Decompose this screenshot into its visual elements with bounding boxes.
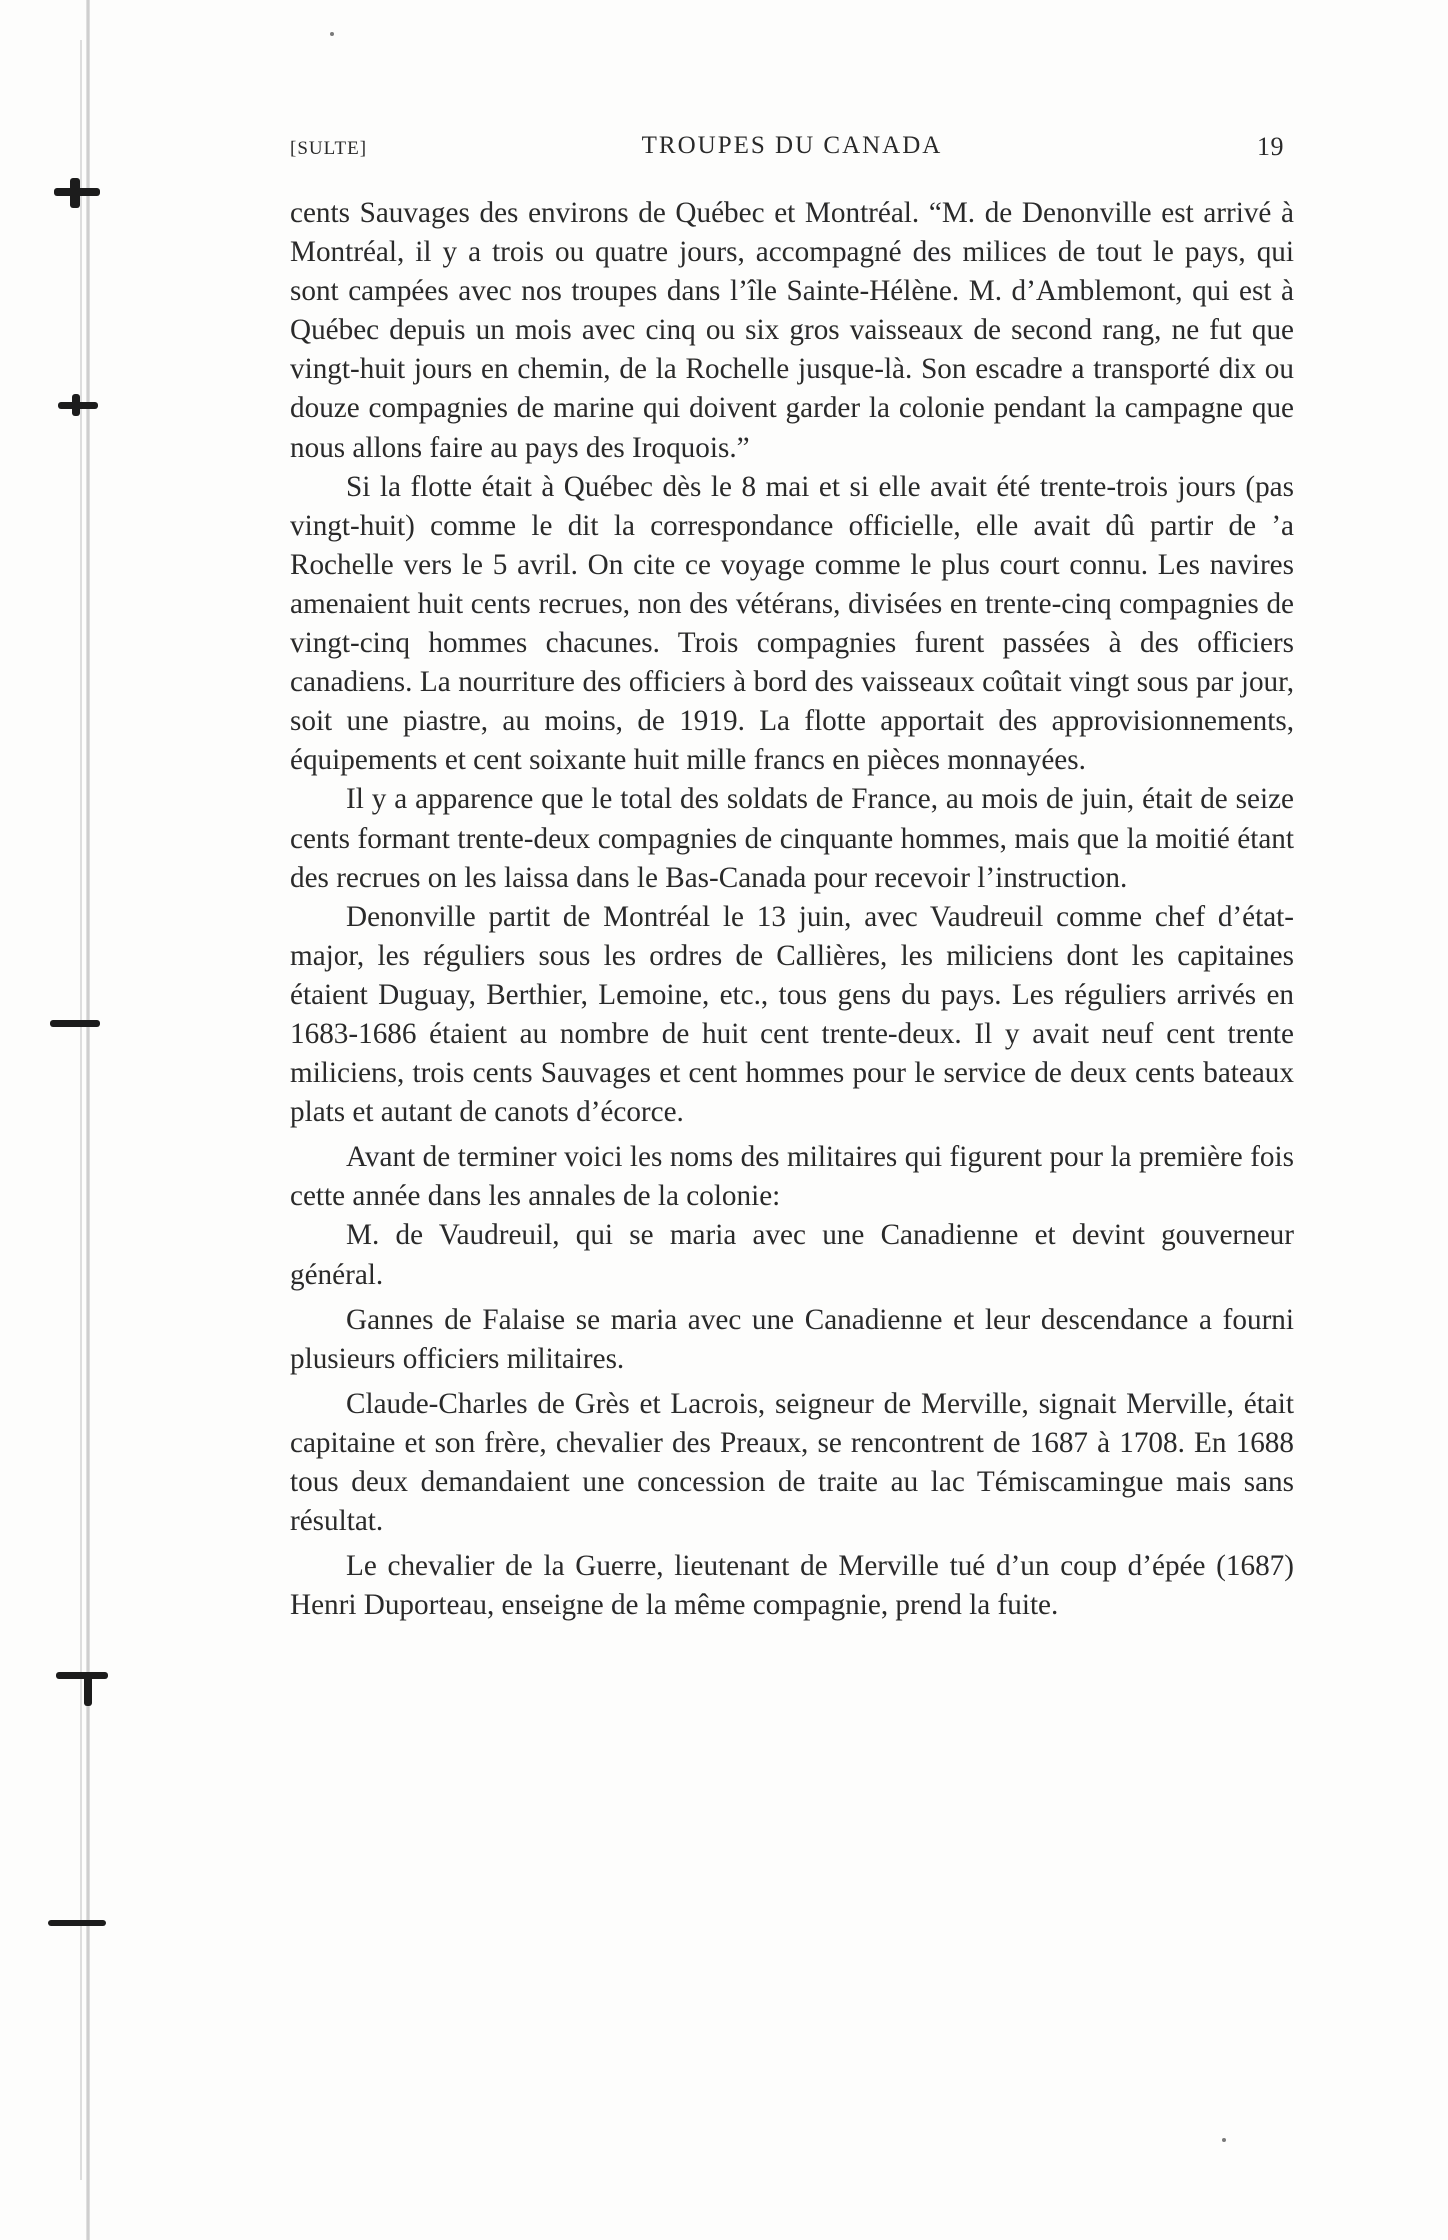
margin-mark-4 (56, 1672, 108, 1679)
running-header (290, 132, 1294, 172)
speck (1222, 2138, 1226, 2142)
margin-mark-4b (84, 1672, 92, 1706)
paragraph: Si la flotte était à Québec dès le 8 mai et si elle avait été trente-trois jours (pas vingt-huit) comme le dit la correspondance officielle, elle avait dû partir de ’a Rochelle vers le 5 avril. On cite ce voyage comme le plus court connu. Les navires amenaient huit cents recrues, non des vétérans, divisées en trente-cinq compagnies de vingt-cinq hommes chacunes. Trois compagnies furent passées à des officiers canadiens. La nourriture des officiers à bord des vaisseaux coûtait vingt sous par jour, soit une piastre, au moins, de 1919. La flotte apportait des approvisionnements, équipements et cent soixante huit mille francs en pièces monnayées. (290, 470, 1294, 777)
margin-mark-5 (48, 1920, 106, 1926)
page-number: 19 (1257, 132, 1284, 161)
binding-edge (86, 0, 90, 2240)
binding-shadow (80, 40, 82, 2180)
speck (330, 32, 334, 36)
body-text (290, 194, 1294, 1625)
margin-mark-1b (70, 178, 80, 208)
header-left: [SULTE] (290, 138, 368, 159)
paragraph: Le chevalier de la Guerre, lieutenant de Merville tué d’un coup d’épée (1687) Henri Duporteau, enseigne de la même compagnie, prend la fuite. (290, 1550, 1294, 1622)
paragraph: Denonville partit de Montréal le 13 juin, avec Vaudreuil comme chef d’état-major, les réguliers sous les ordres de Callières, les miliciens dont les capitaines étaient Duguay, Berthier, Lemoine, etc., tous gens du pays. Les réguliers arrivés en 1683-1686 étaient au nombre de huit cent trente-deux. Il y avait neuf cent trente miliciens, trois cents Sauvages et cent hommes pour le service de deux cents bateaux plats et autant de canots d’écorce. (290, 900, 1294, 1129)
paragraph: Il y a apparence que le total des soldats de France, au mois de juin, était de seize cents formant trente-deux compagnies de cinquante hommes, mais que la moitié étant des recrues on les laissa dans le Bas-Canada pour recevoir l’instruction. (290, 783, 1294, 894)
margin-mark-2b (72, 394, 80, 416)
paragraph: Gannes de Falaise se maria avec une Canadienne et leur descendance a fourni plusieurs officiers militaires. (290, 1303, 1294, 1375)
margin-mark-3 (50, 1020, 100, 1027)
paragraph: M. de Vaudreuil, qui se maria avec une Canadienne et devint gouverneur général. (290, 1219, 1294, 1291)
paragraph: Claude-Charles de Grès et Lacrois, seigneur de Merville, signait Merville, était capitaine et son frère, chevalier des Preaux, se rencontrent de 1687 à 1708. En 1688 tous deux demandaient une concession de traite au lac Témiscamingue mais sans résultat. (290, 1387, 1294, 1538)
header-title: TROUPES DU CANADA (641, 132, 943, 159)
paragraph: cents Sauvages des environs de Québec et Montréal. “M. de Denonville est arrivé à Montréal, il y a trois ou quatre jours, accompagné des milices de tout le pays, qui sont campées avec nos troupes dans l’île Sainte-Hélène. M. d’Amblemont, qui est à Québec depuis un mois avec cinq ou six gros vaisseaux de second rang, ne fut que vingt-huit jours en chemin, de la Rochelle jusque-là. Son escadre a transporté dix ou douze compagnies de marine qui doivent garder la colonie pendant la campagne que nous allons faire au pays des Iroquois.” (290, 197, 1294, 464)
paragraph: Avant de terminer voici les noms des militaires qui figurent pour la première fois cette année dans les annales de la colonie: (290, 1141, 1294, 1213)
